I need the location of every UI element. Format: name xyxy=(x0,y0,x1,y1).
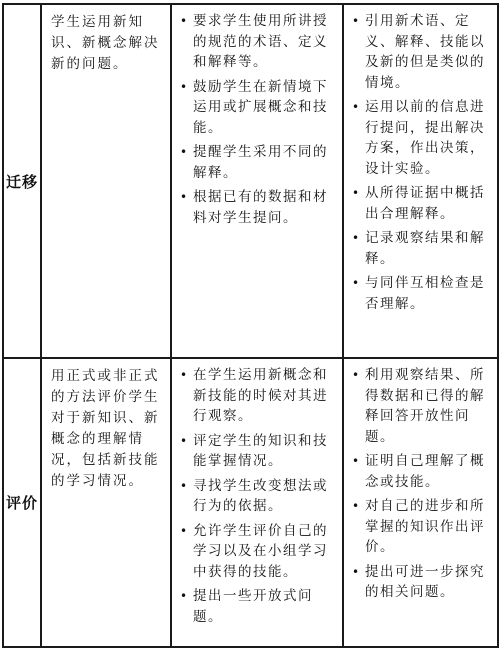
bullet-icon: • xyxy=(352,499,361,513)
teacher-actions-cell xyxy=(171,358,343,647)
learner-actions-list xyxy=(350,11,493,314)
bullet-icon: • xyxy=(180,523,189,538)
list-item-text: 要求学生使用所讲授的规范的术语、定义和解释等。 xyxy=(193,13,328,70)
bullet-icon: • xyxy=(352,14,361,28)
table-row xyxy=(3,4,498,358)
list-item xyxy=(178,521,338,583)
bullet-icon: • xyxy=(180,145,189,159)
list-item xyxy=(178,586,338,627)
learner-actions-cell xyxy=(343,358,498,647)
teacher-actions-list xyxy=(178,365,338,627)
table-row xyxy=(3,358,498,647)
bullet-icon: • xyxy=(352,186,361,200)
list-item xyxy=(178,11,338,73)
list-item-text: 提出可进一步探究的相关问题。 xyxy=(365,563,485,600)
list-item xyxy=(178,142,338,183)
list-item xyxy=(350,273,493,314)
stage-description: 用正式或非正式的方法评价学生对于新知识、新概念的理解情况，包括新技能的学习情况。 xyxy=(51,368,160,489)
stage-label-cell xyxy=(3,4,41,358)
list-item-text: 证明自己理解了概念或技能。 xyxy=(365,453,485,490)
list-item-text: 寻找学生改变想法或行为的依据。 xyxy=(193,477,328,514)
bullet-icon: • xyxy=(180,433,189,448)
teacher-actions-cell xyxy=(171,4,343,358)
list-item-text: 在学生运用新概念和新技能的时候对其进行观察。 xyxy=(193,367,328,424)
teaching-stage-table xyxy=(2,3,499,648)
list-item xyxy=(350,183,493,224)
bullet-icon: • xyxy=(180,478,189,493)
list-item xyxy=(350,451,493,492)
bullet-icon: • xyxy=(352,454,361,468)
list-item-text: 根据已有的数据和材料对学生提问。 xyxy=(193,189,328,226)
stage-description-cell xyxy=(41,358,171,647)
list-item-text: 对自己的进步和所掌握的知识作出评价。 xyxy=(365,498,485,555)
list-item xyxy=(350,97,493,179)
list-item-text: 鼓励学生在新情境下运用或扩展概念和技能。 xyxy=(193,78,328,136)
bullet-icon: • xyxy=(352,276,361,290)
list-item-text: 提醒学生采用不同的解释。 xyxy=(193,144,328,181)
list-item xyxy=(350,562,493,603)
stage-label: 迁移 xyxy=(5,172,38,191)
bullet-icon: • xyxy=(352,368,361,382)
bullet-icon: • xyxy=(352,231,361,245)
list-item xyxy=(178,431,338,472)
stage-description-cell xyxy=(41,4,171,358)
bullet-icon: • xyxy=(180,14,189,28)
list-item xyxy=(178,476,338,517)
list-item xyxy=(178,187,338,228)
list-item-text: 评定学生的知识和技能掌握情况。 xyxy=(193,432,328,469)
list-item-text: 从所得证据中概括出合理解释。 xyxy=(365,185,485,222)
stage-description: 学生运用新知识、新概念解决新的问题。 xyxy=(51,14,160,72)
list-item xyxy=(178,365,338,427)
list-item xyxy=(178,77,338,139)
bullet-icon: • xyxy=(352,564,361,579)
learner-actions-list xyxy=(350,365,493,603)
list-item-text: 利用观察结果、所得数据和已得的解释回答开放性问题。 xyxy=(365,367,485,445)
list-item xyxy=(350,228,493,269)
list-item xyxy=(350,11,493,93)
bullet-icon: • xyxy=(180,79,189,94)
list-item-text: 运用以前的信息进行提问，提出解决方案，作出决策，设计实验。 xyxy=(365,99,485,177)
list-item-text: 与同伴互相检查是否理解。 xyxy=(365,275,485,312)
list-item xyxy=(350,496,493,558)
list-item-text: 允许学生评价自己的学习以及在小组学习中获得的技能。 xyxy=(193,522,328,580)
stage-label-cell xyxy=(3,358,41,647)
list-item-text: 引用新术语、定义、解释、技能以及新的但是类似的情境。 xyxy=(365,13,485,91)
learner-actions-cell xyxy=(343,4,498,358)
bullet-icon: • xyxy=(180,589,189,603)
bullet-icon: • xyxy=(352,100,361,114)
teacher-actions-list xyxy=(178,11,338,228)
list-item-text: 提出一些开放式问题。 xyxy=(193,588,313,625)
list-item-text: 记录观察结果和解释。 xyxy=(365,230,485,267)
list-item xyxy=(350,365,493,447)
bullet-icon: • xyxy=(180,190,189,204)
bullet-icon: • xyxy=(180,368,189,382)
stage-label: 评价 xyxy=(5,494,38,512)
